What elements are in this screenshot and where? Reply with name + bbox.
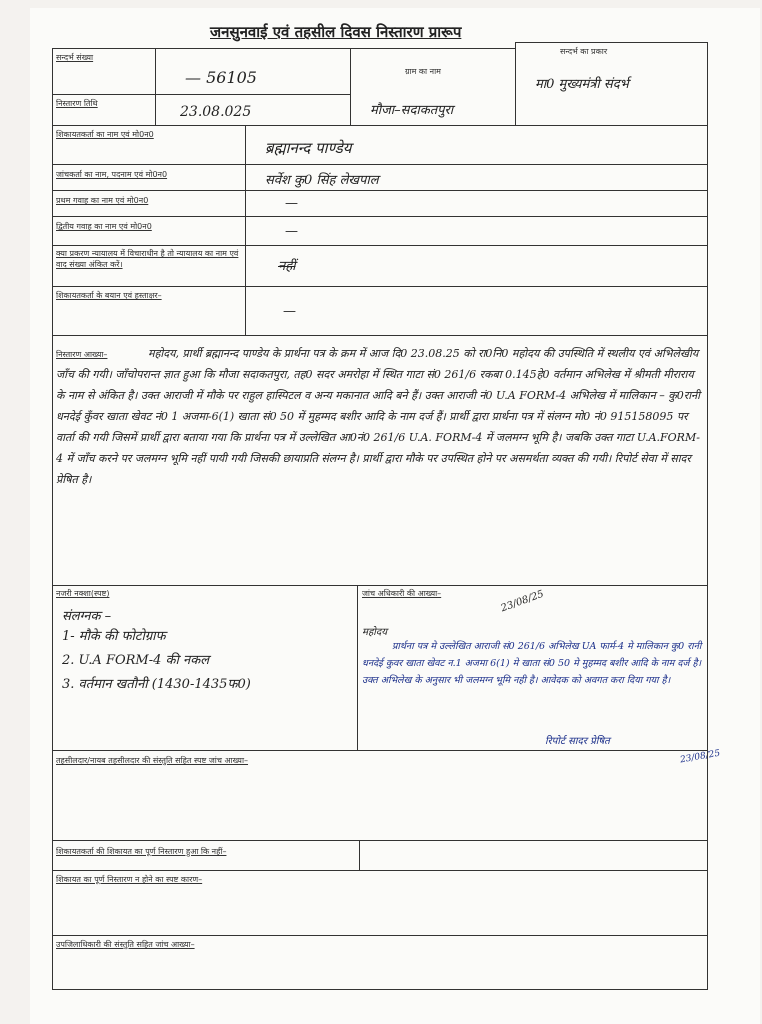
disposal-date-label: निस्तारण तिथि bbox=[56, 99, 98, 108]
reference-type-value: मा0 मुख्यमंत्री संदर्भ bbox=[535, 77, 629, 92]
inspector-sign-date: 23/08/25 bbox=[679, 748, 721, 766]
attachment-item: 3. वर्तमान खतौनी (1430-1435फ0) bbox=[62, 677, 251, 692]
statement-label: शिकायतकर्ता के बयान एवं हस्ताक्षर– bbox=[56, 291, 162, 300]
disposal-report-text: महोदय, प्रार्थी ब्रह्मानन्द पाण्डेय के प्रार्थना पत्र के क्रम में आज दि0 23.08.25 को रा0नि0 महोदय की उपस्थिति में स्थलीय एवं अभिलेखीय जाँच की गयी। जाँचोपरान्त ज्ञात हुआ कि मौजा सदाकतपुरा, तह0 सदर अमरोहा में स्थित गाटा सं0 261/6 रकबा 0.145हे0 वर्तमान अभिलेख में श्रीमती मीराराय के नाम से अंकित है। उक्त आराजी में मौके पर राहुल हास्पिटल व अन्य मकानात आदि बने हैं। उक्त आराजी नं0 U.A FORM-4 अभिलेख में मालिकान – कु0रानी धनदेई कुँवर खाता खेवट नं0 1 अजमा-6(1) खाता सं0 50 में मुहम्मद बशीर आदि के नाम दर्ज हैं। प्रार्थी द्वारा प्रार्थना पत्र में संलग्न मो0 नं0 915158095 पर वार्ता की गयी जिसमें प्रार्थी द्वारा बताया गया कि प्रार्थना पत्र में उल्लेखित आ0नं0 261/6 U.A. FORM-4 में जलमग्न भूमि है। जबकि उक्त गाटा U.A.FORM-4 में जाँच करने पर जलमग्न भूमि नहीं पायी गयी जिसकी छायाप्रति संलग्न है। प्रार्थी द्वारा मौके पर उपस्थित होने पर असमर्थता व्यक्त की गयी। रिपोर्ट सेवा में सादर प्रेषित है। bbox=[56, 347, 700, 486]
village-name-value: मौजा–सदाकतपुरा bbox=[370, 103, 454, 118]
inspector-closing: रिपोर्ट सादर प्रेषित bbox=[545, 736, 610, 747]
inspector-report-text: प्रार्थना पत्र मे उल्लेखित आराजी सं0 261/6 अभिलेख UA फार्म-4 मे मालिकान कु0 रानी धनदेई कुवर खाता खेवट न.1 अजमा 6(1) मे खाता सं0 50 मे मुहम्मद बशीर आदि के नाम दर्ज है। उक्त अभिलेख के अनुसार भी जलमग्न भूमि नही है। आवेदक को अवगत करा दिया गया है। bbox=[362, 641, 702, 686]
site-map-label: नजरी नक्शा(स्पष्ट) bbox=[56, 589, 110, 598]
fully-resolved-value-cell bbox=[359, 840, 708, 871]
village-name-label: ग्राम का नाम bbox=[405, 67, 441, 76]
investigator-value: सर्वेश कु0 सिंह लेखपाल bbox=[265, 173, 379, 188]
attachment-item: 1- मौके की फोटोग्राफ bbox=[62, 629, 166, 644]
witness2-value: — bbox=[285, 224, 298, 239]
fully-resolved-label: शिकायतकर्ता की शिकायत का पूर्ण निस्तारण हुआ कि नहीं– bbox=[56, 847, 227, 856]
reason-label: शिकायत का पूर्ण निस्तारण न होने का स्पष्ट कारण– bbox=[56, 875, 203, 884]
reference-type-label: सन्दर्भ का प्रकार bbox=[560, 47, 608, 56]
row-divider bbox=[52, 164, 708, 165]
inspector-report-label: जांच अधिकारी की आख्या– bbox=[362, 589, 442, 598]
court-case-label: क्या प्रकरण न्यायालय में विचाराधीन है तो न्यायालय का नाम एवं वाद संख्या अंकित करें। bbox=[56, 249, 239, 269]
disposal-report-label: निस्तारण आख्या– bbox=[56, 350, 108, 359]
complainant-label: शिकायतकर्ता का नाम एवं मो0न0 bbox=[56, 130, 154, 139]
witness1-label: प्रथम गवाह का नाम एवं मो0न0 bbox=[56, 196, 149, 205]
court-case-value: नहीं bbox=[278, 259, 296, 274]
investigator-label: जांचकर्ता का नाम, पदनाम एवं मो0न0 bbox=[56, 170, 168, 179]
disposal-date-value: 23.08.025 bbox=[180, 104, 252, 120]
signature-date: 23/08/25 bbox=[499, 588, 546, 615]
tehsildar-label: तहसीलदार/नायब तहसीलदार की संस्तुति सहित स्पष्ट जांच आख्या– bbox=[56, 756, 249, 765]
form-title: जनसुनवाई एवं तहसील दिवस निस्तारण प्रारूप bbox=[210, 23, 462, 41]
reference-no-label: सन्दर्भ संख्या bbox=[56, 53, 94, 62]
inspector-salutation: महोदय bbox=[362, 627, 387, 638]
row-divider bbox=[52, 190, 708, 191]
statement-value: — bbox=[283, 304, 296, 319]
attachment-item: 2. U.A FORM-4 की नकल bbox=[62, 653, 210, 668]
reference-no-value: — 56105 bbox=[185, 68, 257, 87]
row-divider bbox=[52, 245, 708, 246]
complainant-value: ब्रह्मानन्द पाण्डेय bbox=[265, 139, 352, 157]
witness2-label: द्वितीय गवाह का नाम एवं मो0न0 bbox=[56, 222, 152, 231]
row-divider bbox=[52, 216, 708, 217]
attachments-heading: संलग्नक – bbox=[62, 609, 112, 624]
witness1-value: — bbox=[285, 196, 298, 211]
row-divider bbox=[52, 286, 708, 287]
sdm-label: उपजिलाधिकारी की संस्तुति सहित जांच आख्या– bbox=[56, 940, 195, 949]
